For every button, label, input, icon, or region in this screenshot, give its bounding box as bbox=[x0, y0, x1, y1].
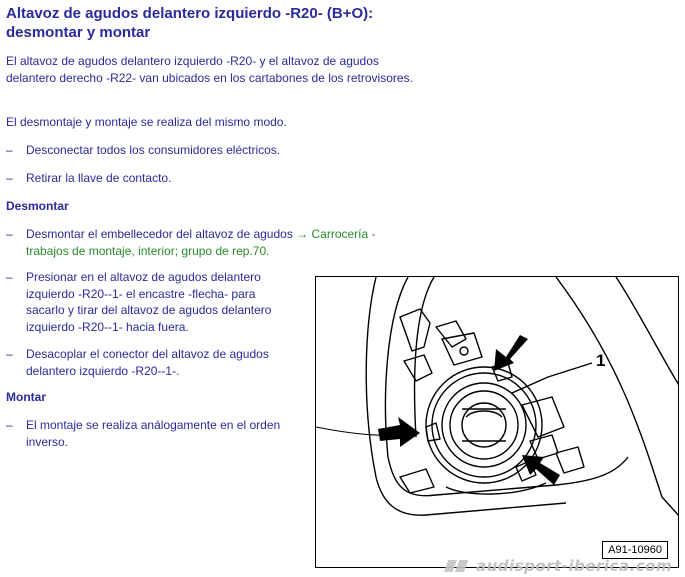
cross-reference-link-cont[interactable]: trabajos de montaje, interior; grupo de rep.70. bbox=[26, 243, 270, 258]
prep-step-1-text: Desconectar todos los consumidores eléctricos. bbox=[26, 143, 281, 157]
list-dash: – bbox=[6, 171, 13, 185]
part-callout-1: 1 bbox=[596, 351, 606, 370]
watermark-logo-icon bbox=[438, 560, 468, 572]
line: izquierdo -R20--1- hacia fuera. bbox=[26, 319, 189, 334]
page-title: Altavoz de agudos delantero izquierdo -R20- (B+O): desmontar y montar bbox=[6, 5, 374, 41]
intro-paragraph-2: El desmontaje y montaje se realiza del mismo modo. bbox=[6, 115, 287, 129]
removal-step-1-line: Desmontar el embellecedor del altavoz de agudos bbox=[26, 227, 297, 241]
install-step-1-text bbox=[26, 417, 316, 450]
line: delantero izquierdo -R20--1-. bbox=[26, 363, 180, 378]
tweeter-diagram bbox=[315, 276, 679, 568]
removal-step-3 bbox=[6, 346, 306, 380]
list-dash: – bbox=[6, 270, 13, 284]
section-heading-removal: Desmontar bbox=[6, 199, 69, 213]
cross-reference-link[interactable]: → Carrocería - bbox=[296, 227, 376, 241]
watermark bbox=[438, 558, 672, 575]
line: inverso. bbox=[26, 434, 69, 449]
line: Desacoplar el conector del altavoz de agudos bbox=[26, 347, 269, 361]
prep-step-2 bbox=[6, 170, 426, 187]
line: Presionar en el altavoz de agudos delantero bbox=[26, 270, 261, 284]
tweeter-line-drawing bbox=[316, 277, 679, 568]
list-dash: – bbox=[6, 143, 13, 157]
list-dash: – bbox=[6, 418, 13, 432]
watermark-text: audisport-iberica.com bbox=[476, 556, 673, 575]
section-heading-install: Montar bbox=[6, 390, 46, 404]
removal-step-1-text bbox=[26, 226, 426, 259]
line: sacarlo y tirar del altavoz de agudos delantero bbox=[26, 303, 272, 317]
list-dash: – bbox=[6, 227, 13, 241]
removal-step-2 bbox=[6, 269, 306, 335]
removal-step-3-text bbox=[26, 346, 316, 379]
intro-paragraph-1: El altavoz de agudos delantero izquierdo -R20- y el altavoz de agudos delantero derecho -R22- van ubicados en los cartabones de los retrovisores. bbox=[6, 54, 413, 85]
prep-step-1 bbox=[6, 142, 426, 159]
list-dash: – bbox=[6, 347, 13, 361]
removal-step-1 bbox=[6, 226, 426, 260]
prep-step-2-text: Retirar la llave de contacto. bbox=[26, 171, 172, 185]
line: izquierdo -R20--1- el encastre -flecha- para bbox=[26, 286, 256, 301]
install-step-1 bbox=[6, 417, 306, 451]
removal-step-2-text bbox=[26, 269, 316, 335]
figure-reference: A91-10960 bbox=[602, 541, 668, 559]
line: El montaje se realiza análogamente en el orden bbox=[26, 418, 281, 432]
